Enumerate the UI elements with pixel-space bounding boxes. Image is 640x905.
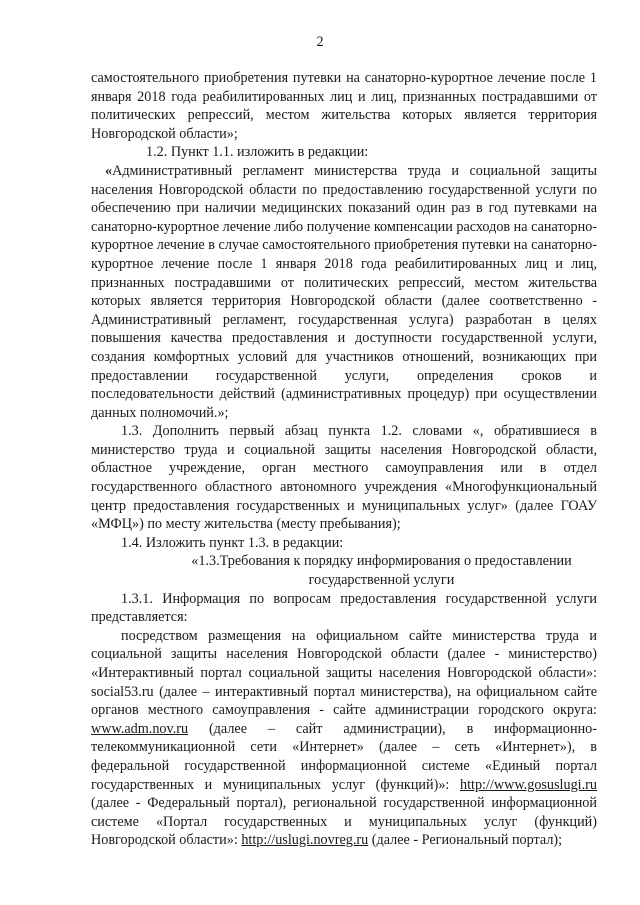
info-text-d: (далее - Региональный портал); bbox=[368, 832, 563, 849]
section-heading-line-2: государственной услуги bbox=[308, 572, 455, 589]
info-text-b: (далее – сайт администрации), в информационно-телекоммуникационной сети «Интернет» (далее – сеть «Интернет»), в федеральной государственной информационной системе «Единый портал государственных и муниципальных услуг (функций)»: bbox=[91, 720, 597, 793]
paragraph-continuation: самостоятельного приобретения путевки на санаторно-курортное лечение после 1 января 2018 года реабилитированных лиц и лиц, признанных пострадавшими от политических репрессий, местом жительства которых является территория Новгородской области»; bbox=[91, 70, 597, 142]
adm-site-link[interactable]: www.adm.nov.ru bbox=[91, 720, 189, 737]
info-text-c: (далее - Федеральный портал), региональной государственной информационной системе «Портал государственных и муниципальных услуг (функций) Новгородской области»: bbox=[91, 795, 597, 849]
open-quote: « bbox=[105, 162, 113, 179]
paragraph-information-sources bbox=[91, 627, 597, 850]
section-heading-line-1: «1.3.Требования к порядку информирования о предоставлении bbox=[191, 553, 572, 570]
uslugi-novreg-link[interactable]: http://uslugi.novreg.ru bbox=[241, 832, 369, 849]
paragraph-1-3-1: 1.3.1. Информация по вопросам предоставления государственной услуги представляется: bbox=[91, 590, 597, 626]
paragraph-1-4: 1.4. Изложить пункт 1.3. в редакции: bbox=[121, 534, 344, 551]
paragraph-1-3: 1.3. Дополнить первый абзац пункта 1.2. словами «, обратившиеся в министерство труда и социальной защиты населения Новгородской области, областное учреждение, орган местного самоуправления или в отдел государственного областного автономного учреждения «Многофункциональный центр предоставления государственных и муниципальных услуг» (далее ГОАУ «МФЦ») по месту жительства (месту пребывания); bbox=[91, 423, 597, 533]
paragraph-1-2: 1.2. Пункт 1.1. изложить в редакции: bbox=[146, 144, 369, 161]
page-number: 2 bbox=[316, 34, 324, 50]
gosuslugi-link[interactable]: http://www.gosuslugi.ru bbox=[459, 776, 597, 793]
regulation-title-text: Административный регламент министерства труда и социальной защиты населения Новгородской области по предоставлению государственной услуги по обеспечению при наличии медицинских показаний один раз в год путевками на санаторно-курортное лечение либо получение компенсации расходов на санаторно-курортное лечение в случае самостоятельного приобретения путевки на санаторно-курортное лечение после 1 января 2018 года реабилитированных лиц и лиц, признанных пострадавшими от политических репрессий, местом жительства которых является территория Новгородской области (далее соответственно - Административный регламент, государственная услуга) разработан в целях повышения качества предоставления и доступности государственной услуги, создания комфортных условий для участников отношений, возникающих при предоставлении государственной услуги, определения сроков и последовательности действий (административных процедур) при осуществлении данных полномочий.»; bbox=[91, 162, 598, 421]
document-body bbox=[91, 69, 597, 850]
section-heading bbox=[91, 552, 597, 589]
info-text-a: посредством размещения на официальном сайте министерства труда и социальной защиты населения Новгородской области (далее - министерство) «Интерактивный портал социальной защиты населения Новгородской области»: social53.ru (далее – интерактивный портал министерства), на официальном сайте органов местного самоуправления - сайте администрации городского округа: bbox=[91, 627, 597, 719]
paragraph-regulation-title bbox=[91, 162, 597, 422]
